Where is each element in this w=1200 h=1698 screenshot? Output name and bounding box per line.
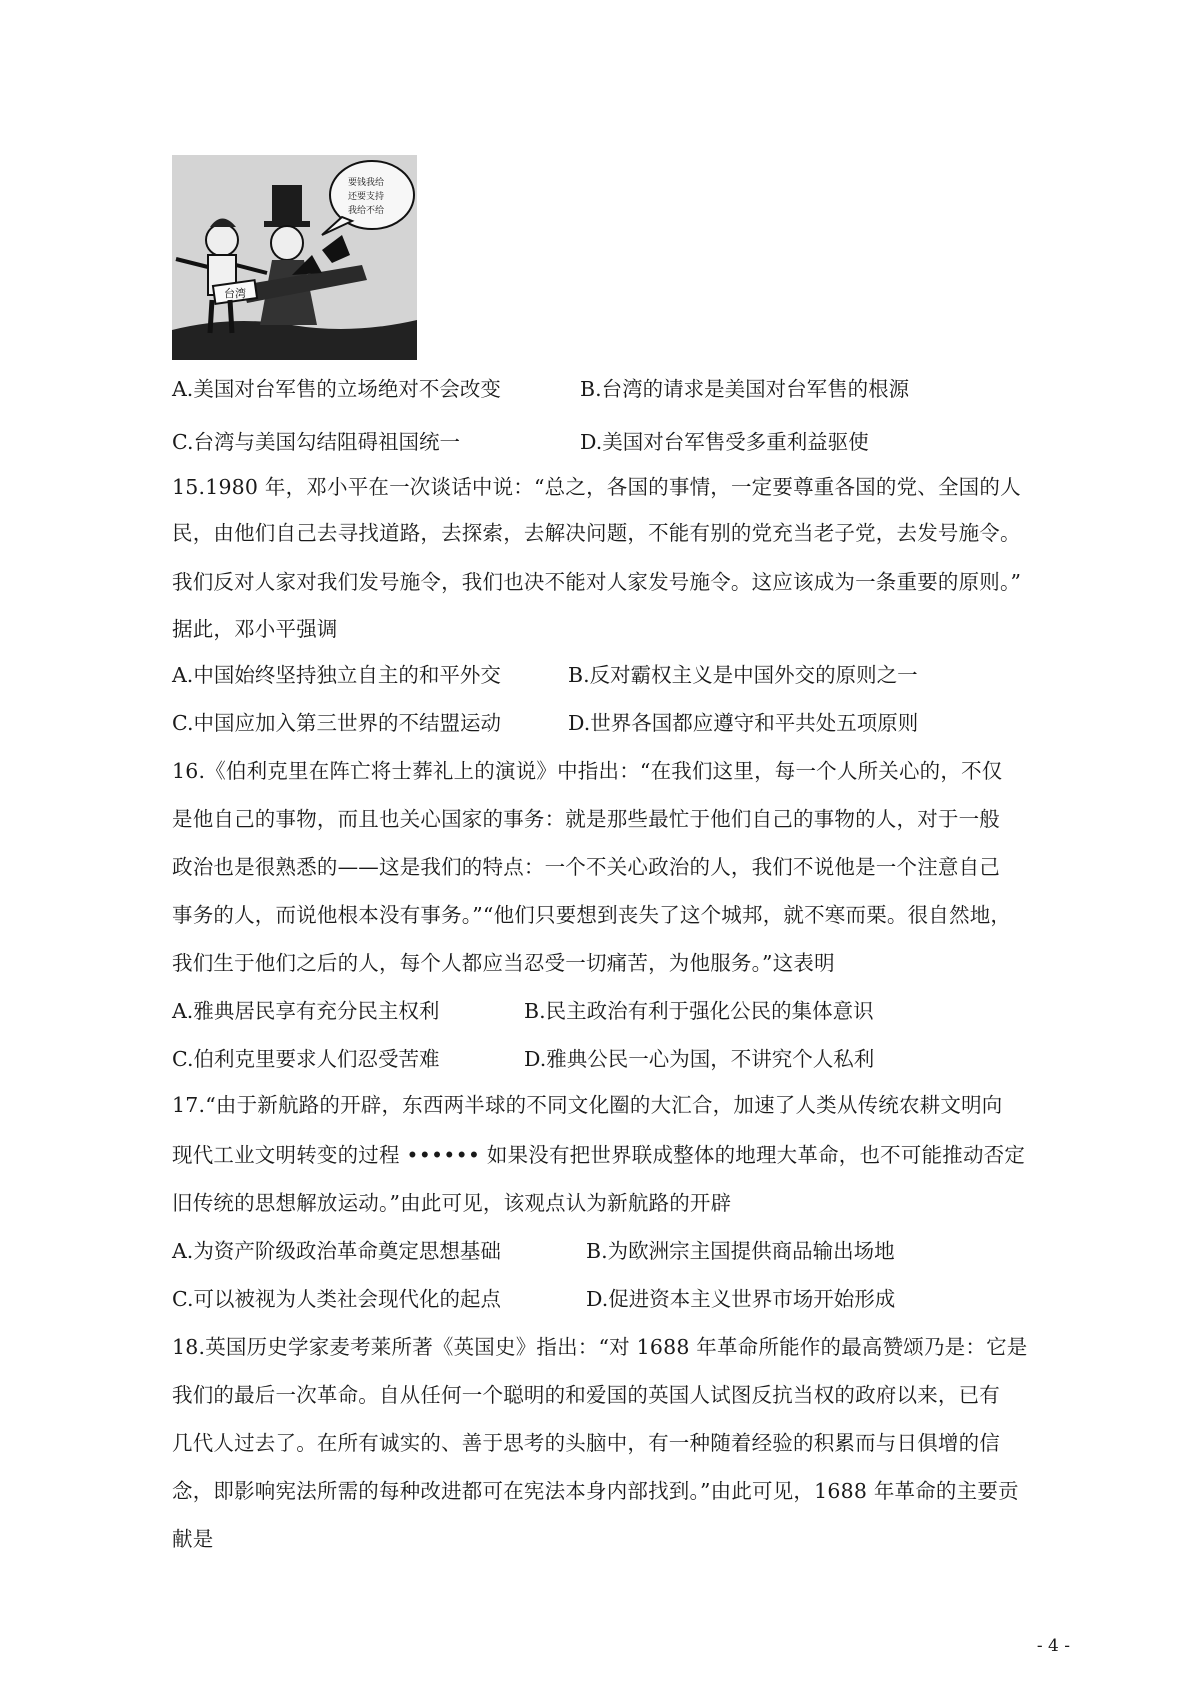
speech-bubble-line-3: 我给不给: [348, 206, 385, 216]
speech-bubble-line-1: 要钱我给: [348, 178, 385, 188]
political-cartoon-image: [172, 155, 417, 360]
q14-option-c: C.台湾与美国勾结阻碍祖国统一: [172, 430, 460, 454]
q18-text-line: 念，即影响宪法所需的每种改进都可在宪法本身内部找到。”由此可见，1688 年革命的主要贡: [172, 1479, 1019, 1503]
q15-option-d: D.世界各国都应遵守和平共处五项原则: [568, 711, 919, 735]
q18-text-line: 18.英国历史学家麦考莱所著《英国史》指出：“对 1688 年革命所能作的最高赞颂乃是：它是: [172, 1335, 1028, 1359]
q15-text-line: 我们反对人家对我们发号施令，我们也决不能对人家发号施令。这应该成为一条重要的原则。”: [172, 570, 1022, 594]
q15-option-a: A.中国始终坚持独立自主的和平外交: [172, 663, 501, 687]
q17-option-c: C.可以被视为人类社会现代化的起点: [172, 1287, 501, 1311]
page-number: - 4 -: [1036, 1636, 1070, 1656]
q15-text-line: 据此，邓小平强调: [172, 617, 338, 641]
q14-option-a: A.美国对台军售的立场绝对不会改变: [172, 377, 501, 401]
q16-text-line: 政治也是很熟悉的——这是我们的特点：一个不关心政治的人，我们不说他是一个注意自己: [172, 855, 1000, 879]
speech-bubble-line-2: 还要支持: [348, 192, 385, 202]
q17-text-line: 旧传统的思想解放运动。”由此可见，该观点认为新航路的开辟: [172, 1191, 732, 1215]
q14-option-b: B.台湾的请求是美国对台军售的根源: [580, 377, 910, 401]
q18-text-line: 几代人过去了。在所有诚实的、善于思考的头脑中，有一种随着经验的积累而与日俱增的信: [172, 1431, 1000, 1455]
q17-option-d: D.促进资本主义世界市场开始形成: [586, 1287, 896, 1311]
q16-option-c: C.伯利克里要求人们忍受苦难: [172, 1047, 440, 1071]
q15-text-line: 15.1980 年，邓小平在一次谈话中说：“总之，各国的事情，一定要尊重各国的党、全国的人: [172, 475, 1021, 499]
cartoon-drawing: [172, 155, 417, 360]
q15-option-b: B.反对霸权主义是中国外交的原则之一: [568, 663, 918, 687]
q18-text-line: 我们的最后一次革命。自从任何一个聪明的和爱国的英国人试图反抗当权的政府以来，已有: [172, 1383, 1000, 1407]
cartoon-sign-text: 台湾: [224, 287, 246, 300]
q16-text-line: 16.《伯利克里在阵亡将士葬礼上的演说》中指出：“在我们这里，每一个人所关心的，不仅: [172, 759, 1003, 783]
q17-text-line: 现代工业文明转变的过程 •••••• 如果没有把世界联成整体的地理大革命，也不可能推动否定: [172, 1143, 1026, 1167]
q18-text-line: 献是: [172, 1527, 214, 1551]
q15-option-c: C.中国应加入第三世界的不结盟运动: [172, 711, 501, 735]
q17-option-a: A.为资产阶级政治革命奠定思想基础: [172, 1239, 501, 1263]
q16-option-a: A.雅典居民享有充分民主权利: [172, 999, 440, 1023]
q16-text-line: 事务的人，而说他根本没有事务。”“他们只要想到丧失了这个城邦，就不寒而栗。很自然地，: [172, 903, 1012, 927]
q14-option-d: D.美国对台军售受多重利益驱使: [580, 430, 869, 454]
q16-option-b: B.民主政治有利于强化公民的集体意识: [524, 999, 874, 1023]
q16-text-line: 是他自己的事物，而且也关心国家的事务：就是那些最忙于他们自己的事物的人，对于一般: [172, 807, 1000, 831]
q16-option-d: D.雅典公民一心为国，不讲究个人私利: [524, 1047, 875, 1071]
q16-text-line: 我们生于他们之后的人，每个人都应当忍受一切痛苦，为他服务。”这表明: [172, 951, 835, 975]
q15-text-line: 民，由他们自己去寻找道路，去探索，去解决问题，不能有别的党充当老子党，去发号施令。: [172, 521, 1021, 545]
q17-option-b: B.为欧洲宗主国提供商品输出场地: [586, 1239, 895, 1263]
q17-text-line: 17.“由于新航路的开辟，东西两半球的不同文化圈的大汇合，加速了人类从传统农耕文明向: [172, 1093, 1003, 1117]
